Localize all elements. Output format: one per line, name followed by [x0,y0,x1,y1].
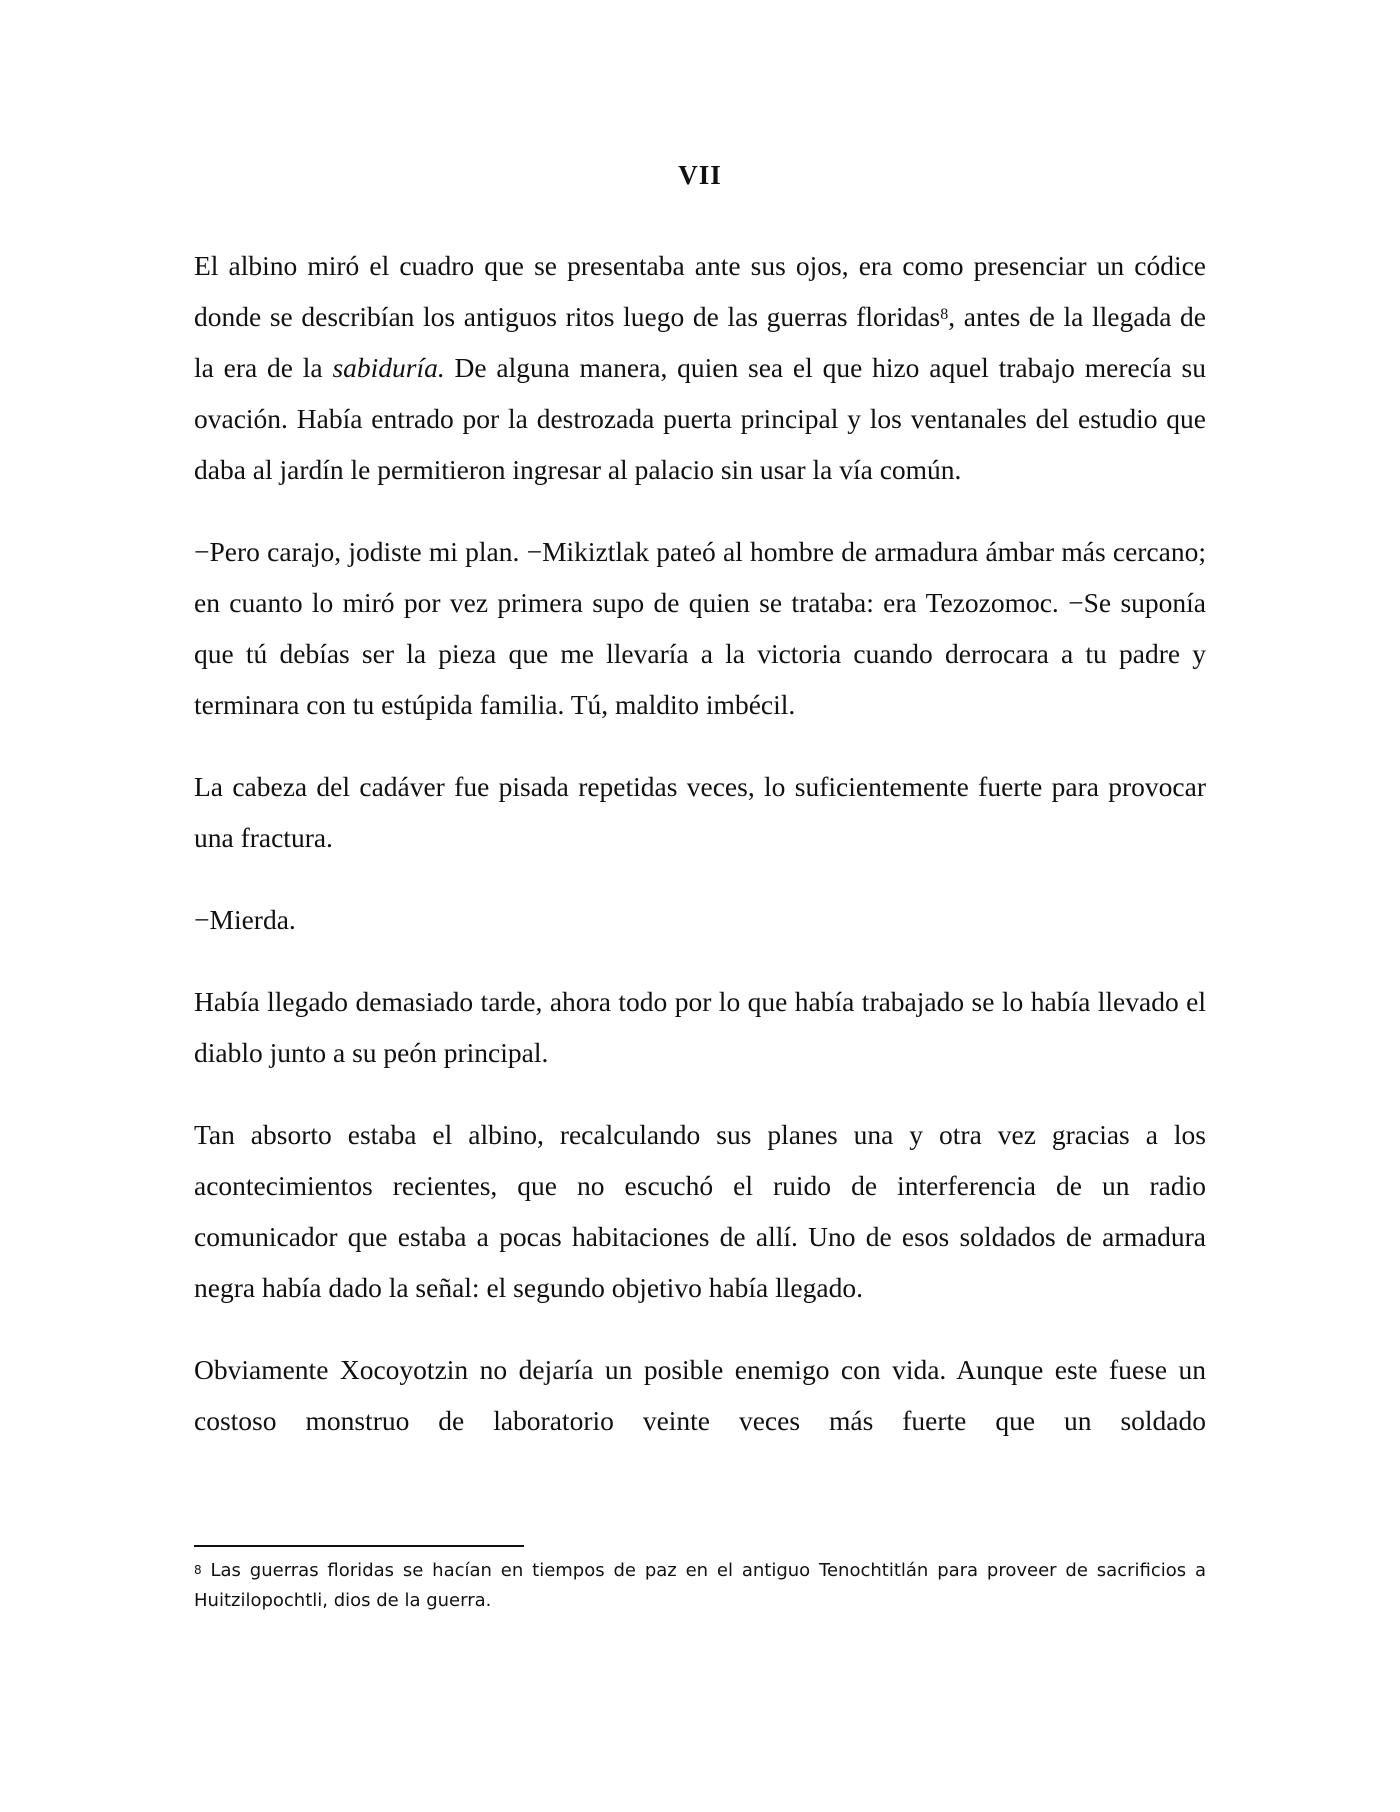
footnote-divider [194,1545,524,1547]
paragraph-1-part-3: De alguna manera, quien sea el que hizo aquel trabajo merecía su ovación. Había entrado por la destrozada puerta principal y los ventanales del estudio que daba al jardín le permitieron ingresar al palacio sin usar la vía común. [194,352,1207,485]
footnote-reference[interactable]: 8 [940,306,949,323]
paragraph-5: Había llegado demasiado tarde, ahora todo por lo que había trabajado se lo había llevado el diablo junto a su peón principal. [194,986,1206,1068]
italic-word: sabiduría. [332,352,445,383]
paragraph-3: La cabeza del cadáver fue pisada repetidas veces, lo suficientemente fuerte para provocar una fractura. [194,771,1206,853]
paragraph-1-part-1: El albino miró el cuadro que se presentaba ante sus ojos, era como presenciar un códice donde se describían los antiguos ritos luego de las guerras floridas [194,250,1206,332]
paragraph-7: Obviamente Xocoyotzin no dejaría un posible enemigo con vida. Aunque este fuese un costoso monstruo de laboratorio veinte veces más fuerte que un soldado [194,1354,1206,1436]
footnote [194,1556,1206,1616]
paragraph-6: Tan absorto estaba el albino, recalculando sus planes una y otra vez gracias a los acontecimientos recientes, que no escuchó el ruido de interferencia de un radio comunicador que estaba a pocas habitaciones de allí. Uno de esos soldados de armadura negra había dado la señal: el segundo objetivo había llegado. [194,1119,1206,1303]
body-text [194,240,1206,1477]
chapter-title: VII [678,160,722,190]
footnote-text: Las guerras floridas se hacían en tiempos de paz en el antiguo Tenochtitlán para proveer de sacrificios a Huitzilopochtli, dios de la guerra. [194,1560,1206,1611]
paragraph-4: −Mierda. [194,904,296,935]
paragraph-2: −Pero carajo, jodiste mi plan. −Mikiztlak pateó al hombre de armadura ámbar más cercano; en cuanto lo miró por vez primera supo de quien se trataba: era Tezozomoc. −Se suponía que tú debías ser la pieza que me llevaría a la victoria cuando derrocara a tu padre y terminara con tu estúpida familia. Tú, maldito imbécil. [194,536,1206,720]
paragraph-1-part-2: , antes de la llegada de la era de la [194,301,1206,383]
paragraph-1 [194,240,1206,495]
footnote-number: 8 [194,1563,202,1577]
